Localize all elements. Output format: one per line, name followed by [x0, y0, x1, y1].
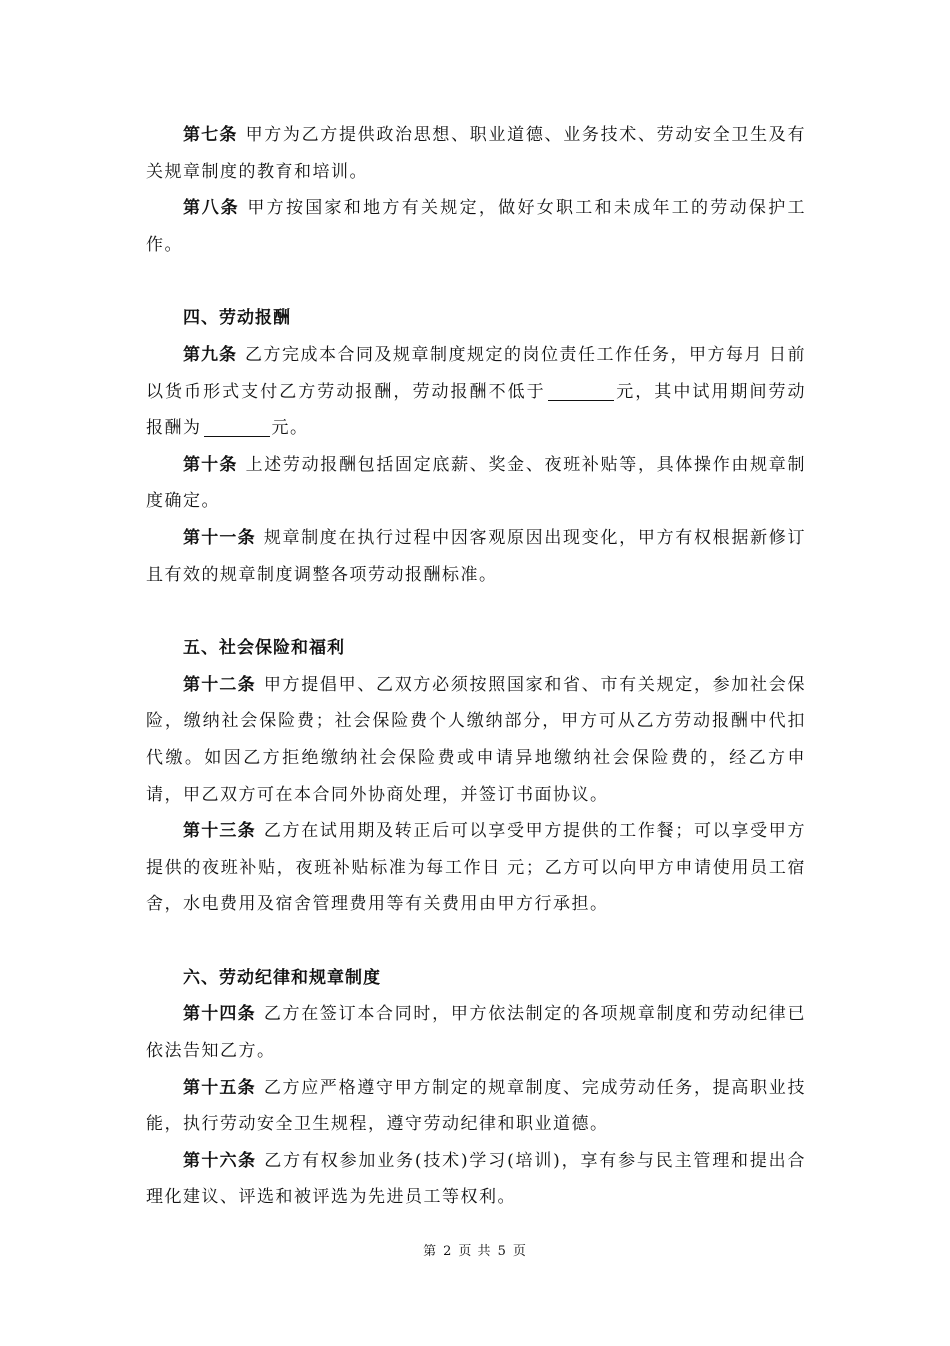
article-label: 第十二条 — [183, 674, 256, 695]
article-text: 乙方在签订本合同时，甲方依法制定的各项规章制度和劳动纪律已依法告知乙方。 — [146, 1004, 806, 1062]
article-15 — [146, 1070, 806, 1143]
blank-line — [548, 380, 614, 401]
article-11 — [146, 520, 806, 593]
article-text: 乙方有权参加业务(技术)学习(培训)，享有参与民主管理和提出合理化建议、评选和被评选为先进员工等权利。 — [146, 1150, 807, 1208]
article-7 — [146, 117, 806, 190]
article-16 — [146, 1143, 806, 1216]
article-9 — [146, 337, 806, 447]
article-text-part4: 元。 — [271, 418, 309, 439]
article-13 — [146, 813, 806, 923]
article-text: 上述劳动报酬包括固定底薪、奖金、夜班补贴等，具体操作由规章制度确定。 — [146, 454, 806, 512]
article-label: 第十三条 — [183, 821, 256, 842]
article-label: 第八条 — [183, 198, 240, 219]
article-12 — [146, 667, 806, 813]
article-text-part1: 乙方在试用期及转正后可以享受甲方提供的工作餐；可以享受甲方提供的夜班补贴，夜班补贴标准为每工作日 — [146, 821, 806, 878]
blank-line — [204, 416, 270, 437]
article-text: 规章制度在执行过程中因客观原因出现变化，甲方有权根据新修订且有效的规章制度调整各项劳动报酬标准。 — [146, 527, 806, 585]
section-heading-5: 五、社会保险和福利 — [183, 638, 345, 659]
article-14 — [146, 996, 806, 1069]
article-text-part2: 日前以货币形式支付乙方劳动报酬，劳动报酬不低于 — [146, 344, 806, 402]
article-label: 第十一条 — [183, 527, 256, 548]
article-label: 第十五条 — [183, 1077, 256, 1098]
article-text: 甲方按国家和地方有关规定，做好女职工和未成年工的劳动保护工作。 — [146, 198, 807, 255]
article-label: 第七条 — [183, 125, 238, 145]
document-body — [146, 117, 806, 1216]
article-text: 甲方提倡甲、乙双方必须按照国家和省、市有关规定，参加社会保险，缴纳社会保险费；社会保险费个人缴纳部分，甲方可从乙方劳动报酬中代扣代缴。如因乙方拒绝缴纳社会保险费或申请异地缴纳社会保险费的，经乙方申请，甲乙双方可在本合同外协商处理，并签订书面协议。 — [146, 674, 806, 805]
total-page-number: 5 — [497, 1244, 507, 1259]
article-text-part3: 元，其中试用期间劳动报酬为 — [146, 381, 807, 439]
article-8 — [146, 190, 806, 263]
article-label: 第九条 — [183, 344, 237, 365]
article-text-part1: 乙方完成本合同及规章制度规定的岗位责任工作任务，甲方每月 — [245, 344, 763, 365]
article-10 — [146, 447, 806, 520]
article-label: 第十六条 — [183, 1150, 257, 1171]
section-heading-6: 六、劳动纪律和规章制度 — [183, 967, 381, 988]
article-text-part2: 元；乙方可以向甲方申请使用员工宿舍，水电费用及宿舍管理费用等有关费用由甲方行承担。 — [146, 857, 807, 915]
current-page-number: 2 — [443, 1244, 453, 1259]
footer-suffix: 页 — [512, 1244, 527, 1259]
article-label: 第十四条 — [183, 1004, 256, 1025]
section-heading-4: 四、劳动报酬 — [183, 308, 291, 329]
footer-prefix: 第 — [423, 1244, 438, 1259]
footer-middle: 页 共 — [458, 1244, 492, 1259]
article-label: 第十条 — [183, 454, 238, 475]
article-text: 乙方应严格遵守甲方制定的规章制度、完成劳动任务，提高职业技能，执行劳动安全卫生规程，遵守劳动纪律和职业道德。 — [146, 1077, 806, 1135]
article-text: 甲方为乙方提供政治思想、职业道德、业务技术、劳动安全卫生及有关规章制度的教育和培训。 — [146, 125, 806, 182]
page-footer — [0, 1240, 950, 1259]
